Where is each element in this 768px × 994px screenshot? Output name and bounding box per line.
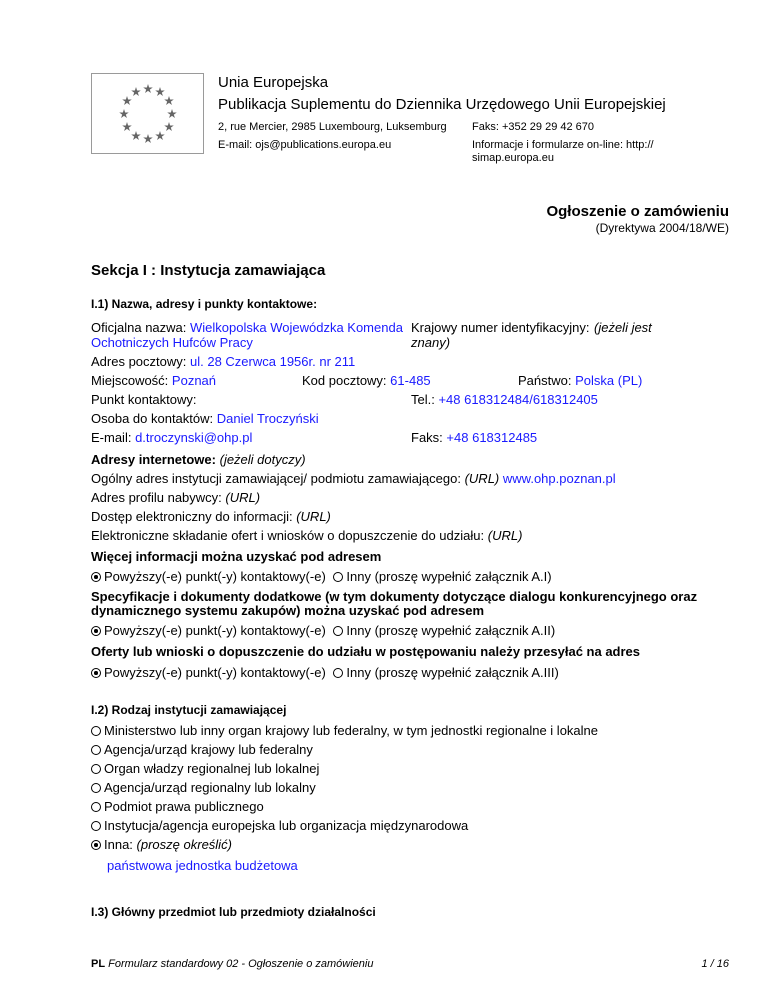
general-address-row <box>91 471 616 486</box>
official-name-label: Oficjalna nazwa: <box>91 320 187 335</box>
electronic-access-label: Dostęp elektroniczny do informacji: <box>91 509 293 524</box>
authority-other-value: państwowa jednostka budżetowa <box>107 858 298 873</box>
radio-empty-icon[interactable] <box>333 572 343 582</box>
radio-empty-icon[interactable] <box>333 668 343 678</box>
postal-address-row <box>91 354 355 369</box>
radio-empty-icon[interactable] <box>91 726 101 736</box>
authority-other-note: (proszę określić) <box>136 837 232 852</box>
spec-options <box>91 623 555 638</box>
header-fax: Faks: +352 29 29 42 670 <box>472 121 595 133</box>
email-label: E-mail: <box>91 430 132 445</box>
more-info-options <box>91 569 552 584</box>
radio-selected-icon[interactable] <box>91 572 101 582</box>
buyer-profile-label: Adres profilu nabywcy: <box>91 490 222 505</box>
country-value: Polska (PL) <box>575 373 643 388</box>
eu-stars-icon <box>92 74 203 153</box>
official-name-value: Wielkopolska Wojewódzka Komenda <box>190 320 403 335</box>
offers-heading: Oferty lub wnioski o dopuszczenie do udziału w postępowaniu należy przesyłać na adres <box>91 644 641 659</box>
radio-selected-icon[interactable] <box>91 668 101 678</box>
offers-option-above[interactable]: Powyższy(-e) punkt(-y) kontaktowy(-e) <box>91 665 326 680</box>
notice-title: Ogłoszenie o zamówieniu <box>546 203 729 220</box>
authority-option-european-institution[interactable]: Instytucja/agencja europejska lub organizacja międzynarodowa <box>91 818 468 833</box>
city-label: Miejscowość: <box>91 373 169 388</box>
header-org: Unia Europejska <box>218 74 329 91</box>
buyer-profile-url-note: (URL) <box>225 490 261 505</box>
header-publication-title: Publikacja Suplementu do Dziennika Urzędowego Unii Europejskiej <box>218 96 666 113</box>
buyer-profile-row <box>91 490 260 505</box>
radio-selected-icon[interactable] <box>91 626 101 636</box>
footer-form-title: Formularz standardowy 02 - Ogłoszenie o zamówieniu <box>108 958 374 970</box>
radio-empty-icon[interactable] <box>91 821 101 831</box>
radio-empty-icon[interactable] <box>91 745 101 755</box>
eu-flag-logo <box>91 73 204 154</box>
person-label: Osoba do kontaktów: <box>91 411 214 426</box>
email-value[interactable]: d.troczynski@ohp.pl <box>135 430 253 445</box>
general-address-value[interactable]: www.ohp.poznan.pl <box>502 471 616 486</box>
national-id-note-cont: znany) <box>411 335 451 350</box>
electronic-access-row <box>91 509 331 524</box>
general-address-label: Ogólny adres instytucji zamawiającej/ podmiotu zamawiającego: <box>91 471 461 486</box>
postal-label: Adres pocztowy: <box>91 354 187 369</box>
spec-option-other[interactable]: Inny (proszę wypełnić załącznik A.II) <box>333 623 555 638</box>
person-value: Daniel Troczyński <box>216 411 319 426</box>
spec-heading: Specyfikacje i dokumenty dodatkowe (w tym dokumenty dotyczące dialogu konkurencyjnego oraz <box>91 589 698 604</box>
authority-option-national-agency[interactable]: Agencja/urząd krajowy lub federalny <box>91 742 313 757</box>
offers-options <box>91 665 559 680</box>
zip-label: Kod pocztowy: <box>302 373 387 388</box>
national-id-note: (jeżeli jest <box>594 320 652 335</box>
official-name-value-cont: Ochotniczych Hufców Pracy <box>91 335 253 350</box>
radio-selected-icon[interactable] <box>91 840 101 850</box>
footer-lang: PL <box>91 958 106 970</box>
spec-heading-cont: dynamicznego systemu zakupów) można uzyskać pod adresem <box>91 603 485 618</box>
internet-heading-row <box>91 452 306 467</box>
header-info-line1: Informacje i formularze on-line: http:// <box>472 139 654 151</box>
radio-empty-icon[interactable] <box>91 783 101 793</box>
electronic-access-url-note: (URL) <box>296 509 331 524</box>
tel-label: Tel.: <box>411 392 435 407</box>
fax-row <box>411 430 537 445</box>
header-info-line2: simap.europa.eu <box>472 152 554 164</box>
spec-option-above[interactable]: Powyższy(-e) punkt(-y) kontaktowy(-e) <box>91 623 326 638</box>
postal-value: ul. 28 Czerwca 1956r. nr 211 <box>190 354 356 369</box>
electronic-submission-row <box>91 528 522 543</box>
official-name-row <box>91 320 403 335</box>
i1-heading: I.1) Nazwa, adresy i punkty kontaktowe: <box>91 297 318 311</box>
offers-option-other[interactable]: Inny (proszę wypełnić załącznik A.III) <box>333 665 558 680</box>
radio-empty-icon[interactable] <box>91 802 101 812</box>
header-address: 2, rue Mercier, 2985 Luxembourg, Luksemburg <box>218 121 447 133</box>
i3-heading: I.3) Główny przedmiot lub przedmioty działalności <box>91 905 376 919</box>
electronic-submission-url-note: (URL) <box>487 528 523 543</box>
section-title: Sekcja I : Instytucja zamawiająca <box>91 262 326 279</box>
internet-heading: Adresy internetowe: <box>91 452 216 467</box>
zip-value: 61-485 <box>390 373 431 388</box>
city-value: Poznań <box>171 373 217 388</box>
tel-row <box>411 392 598 407</box>
i2-heading: I.2) Rodzaj instytucji zamawiającej <box>91 703 287 717</box>
notice-directive: (Dyrektywa 2004/18/WE) <box>595 221 729 235</box>
authority-option-ministry[interactable]: Ministerstwo lub inny organ krajowy lub federalny, w tym jednostki regionalne i lokalne <box>91 723 598 738</box>
more-info-heading: Więcej informacji można uzyskać pod adresem <box>91 549 382 564</box>
zip-row <box>302 373 431 388</box>
tel-value: +48 618312484/618312405 <box>438 392 598 407</box>
more-info-option-above[interactable]: Powyższy(-e) punkt(-y) kontaktowy(-e) <box>91 569 326 584</box>
header-email: E-mail: ojs@publications.europa.eu <box>218 139 392 151</box>
authority-option-regional-agency[interactable]: Agencja/urząd regionalny lub lokalny <box>91 780 316 795</box>
general-address-url-note: (URL) <box>464 471 500 486</box>
country-label: Państwo: <box>518 373 572 388</box>
footer-page-number: 1 / 16 <box>701 958 729 970</box>
contact-person-row <box>91 411 319 426</box>
more-info-option-other[interactable]: Inny (proszę wypełnić załącznik A.I) <box>333 569 551 584</box>
radio-empty-icon[interactable] <box>91 764 101 774</box>
national-id-label: Krajowy numer identyfikacyjny: <box>411 320 590 335</box>
contact-point-label: Punkt kontaktowy: <box>91 392 197 407</box>
authority-option-public-law-body[interactable]: Podmiot prawa publicznego <box>91 799 264 814</box>
email-row <box>91 430 252 445</box>
country-row <box>518 373 642 388</box>
fax-label: Faks: <box>411 430 443 445</box>
authority-option-regional-authority[interactable]: Organ władzy regionalnej lub lokalnej <box>91 761 319 776</box>
internet-note: (jeżeli dotyczy) <box>219 452 306 467</box>
footer-form <box>91 958 373 970</box>
city-row <box>91 373 216 388</box>
electronic-submission-label: Elektroniczne składanie ofert i wniosków o dopuszczenie do udziału: <box>91 528 485 543</box>
authority-option-other[interactable]: Inna: (proszę określić) <box>91 837 232 852</box>
fax-value: +48 618312485 <box>446 430 538 445</box>
radio-empty-icon[interactable] <box>333 626 343 636</box>
